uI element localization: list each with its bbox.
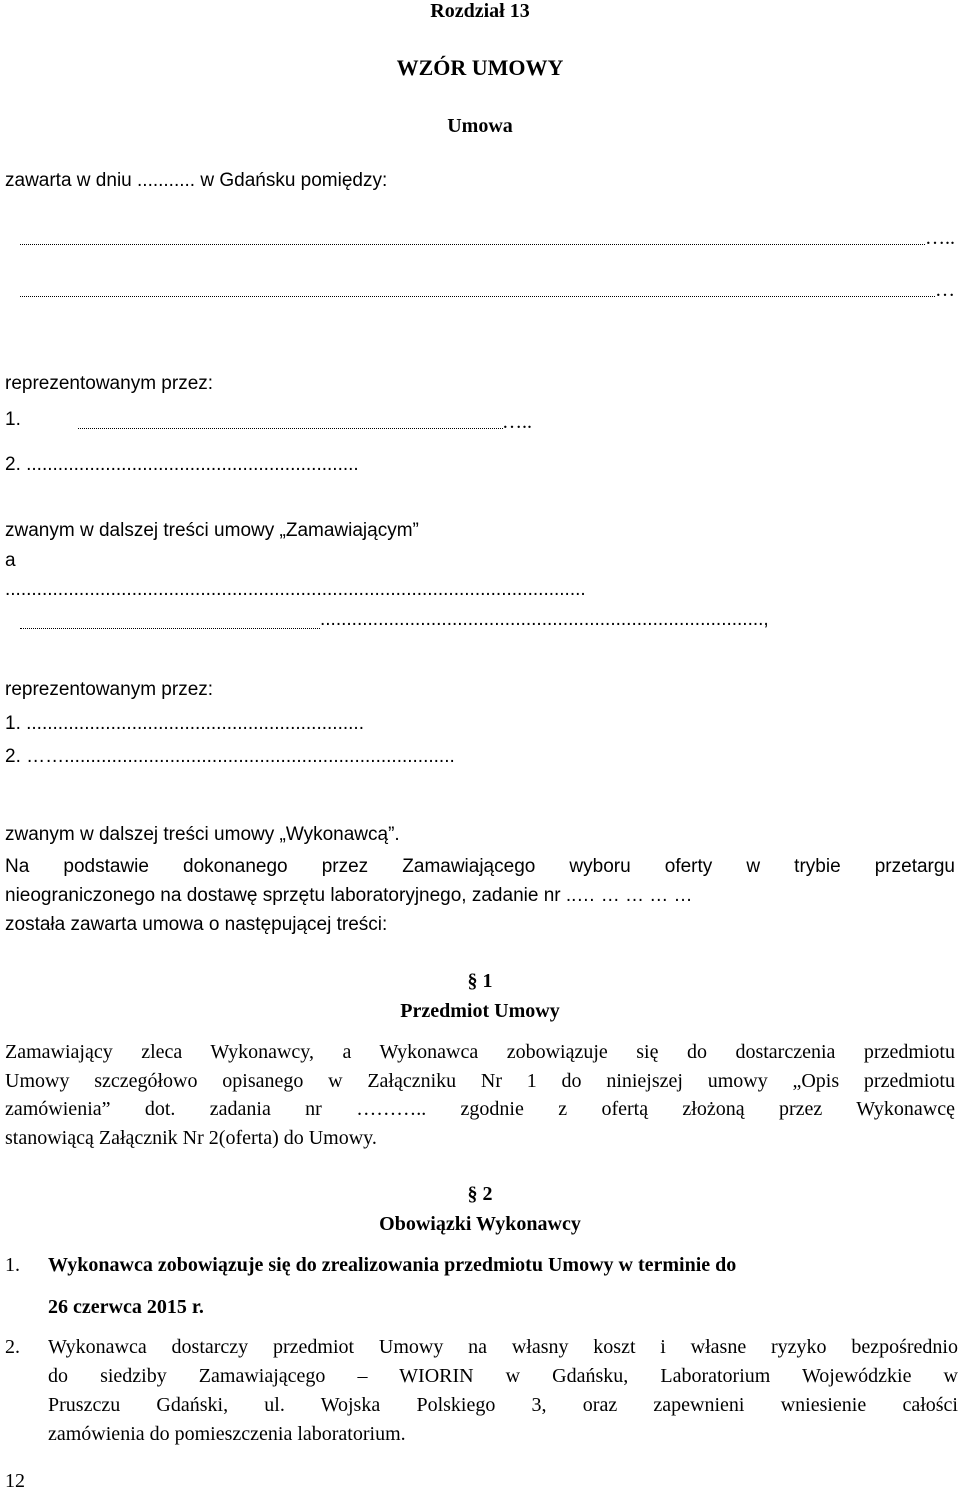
rep1-fill-line: [78, 428, 503, 429]
party1-line2-end: …: [935, 279, 955, 301]
section1-number: § 1: [467, 970, 493, 992]
rep2-line: 2. ...............................................................: [5, 454, 359, 475]
item1-number: 1.: [5, 1254, 20, 1276]
rep2-2-line: 2. ……..........................................................................: [5, 746, 455, 767]
item2-line-1: Wykonawca dostarczy przedmiot Umowy na własny koszt i własne ryzyko bezpośrednio: [48, 1336, 958, 1358]
representative-label-2: reprezentowanym przez:: [5, 679, 214, 700]
item2-line-4: zamówienia do pomieszczenia laboratorium.: [48, 1423, 406, 1445]
party1-fill-line-2: [20, 296, 935, 297]
page-number: 12: [5, 1470, 25, 1492]
section1-line-3: zamówienia” dot. zadania nr ……….. zgodnie z ofertą złożoną przez Wykonawcę: [5, 1098, 955, 1120]
party1-line1-end: …..: [925, 227, 955, 249]
section2-number: § 2: [467, 1183, 493, 1205]
section2-title: Obowiązki Wykonawcy: [379, 1213, 581, 1235]
chapter-heading: Rozdział 13: [430, 0, 530, 22]
section1-line-4: stanowiącą Załącznik Nr 2(oferta) do Umowy.: [5, 1127, 377, 1149]
basis-line-3: została zawarta umowa o następującej treści:: [5, 914, 388, 935]
document-title: WZÓR UMOWY: [396, 55, 564, 80]
item1-deadline: 26 czerwca 2015 r.: [48, 1296, 204, 1318]
party2-line-1: ..............................................................................................................: [5, 579, 586, 600]
rep1-end: …..: [502, 411, 532, 433]
rep2-1-line: 1. ................................................................: [5, 713, 364, 734]
rep1-number: 1.: [5, 409, 21, 430]
date-line: zawarta w dniu ........... w Gdańsku pomiędzy:: [5, 170, 388, 191]
party2-line-2: ....................................................................................,: [320, 609, 769, 630]
basis-line-2: nieograniczonego na dostawę sprzętu laboratoryjnego, zadanie nr ..… … … … …: [5, 885, 693, 906]
section1-line-2: Umowy szczegółowo opisanego w Załączniku Nr 1 do niniejszej umowy „Opis przedmiotu: [5, 1070, 955, 1092]
item2-line-3: Pruszczu Gdański, ul. Wojska Polskiego 3, oraz zapewnieni wniesienie całości: [48, 1394, 958, 1416]
section1-title: Przedmiot Umowy: [400, 1000, 560, 1022]
conjunction-a: a: [5, 550, 16, 571]
section1-line-1: Zamawiający zleca Wykonawcy, a Wykonawca zobowiązuje się do dostarczenia przedmiotu: [5, 1041, 955, 1063]
wykonawca-line: zwanym w dalszej treści umowy „Wykonawcą”.: [5, 824, 400, 845]
zamawiajacy-line: zwanym w dalszej treści umowy „Zamawiającym”: [5, 520, 419, 541]
basis-line-1: Na podstawie dokonanego przez Zamawiającego wyboru oferty w trybie przetargu: [5, 856, 955, 877]
umowa-heading: Umowa: [447, 115, 513, 137]
item1-text: Wykonawca zobowiązuje się do zrealizowania przedmiotu Umowy w terminie do: [48, 1254, 737, 1276]
party1-fill-line-1: [20, 244, 925, 245]
item2-number: 2.: [5, 1336, 20, 1358]
representative-label: reprezentowanym przez:: [5, 373, 214, 394]
party2-fill-line: [20, 628, 320, 629]
item2-line-2: do siedziby Zamawiającego – WIORIN w Gdańsku, Laboratorium Wojewódzkie w: [48, 1365, 958, 1387]
